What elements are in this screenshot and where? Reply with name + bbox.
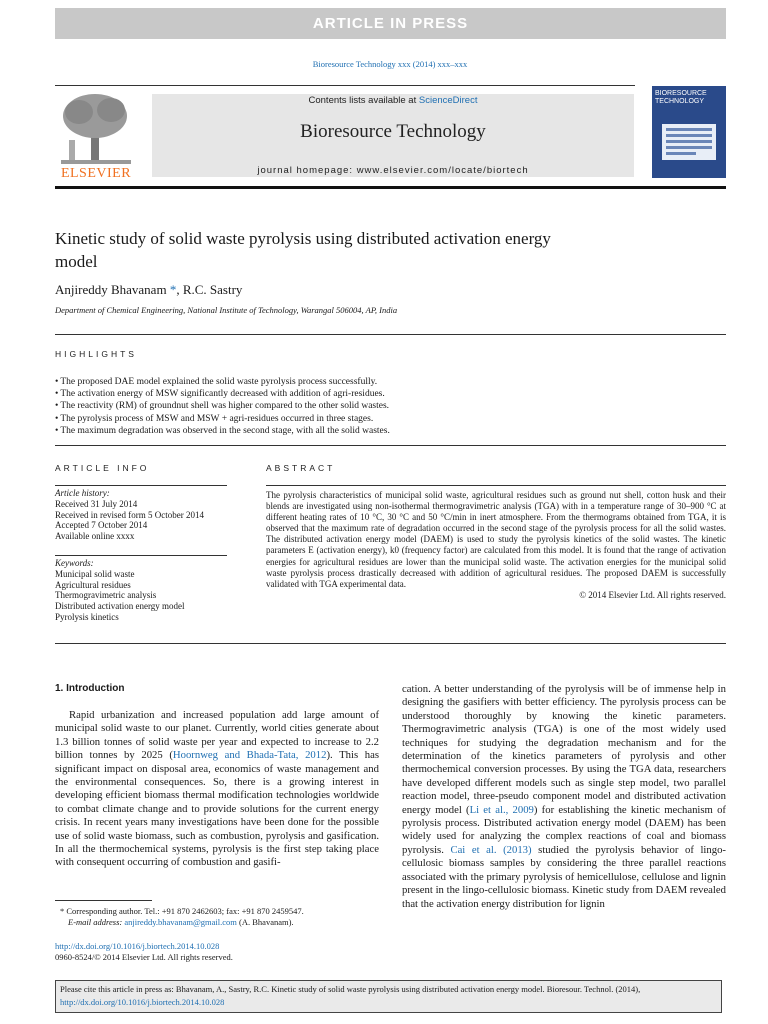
highlight-item: • The activation energy of MSW significantly decreased with addition of agri-residues.: [55, 388, 715, 400]
front-matter-bottom-rule: [55, 643, 726, 644]
highlight-item: • The maximum degradation was observed in the second stage, with all the solid wastes.: [55, 425, 715, 437]
intro-paragraph-right: [402, 683, 726, 911]
email-link[interactable]: anjireddy.bhavanam@gmail.com: [124, 917, 237, 927]
publisher-logo-text: ELSEVIER: [60, 166, 132, 181]
highlights-list: [55, 376, 715, 437]
article-info-heading: ARTICLE INFO: [55, 463, 150, 473]
history-entry: Accepted 7 October 2014: [55, 520, 148, 531]
abstract-body: [266, 490, 726, 601]
doi-block: [55, 941, 375, 963]
cover-title: [655, 90, 725, 106]
keyword: Agricultural residues: [55, 579, 131, 590]
paper-title-line-2: model: [55, 252, 98, 271]
corresponding-author-note: * Corresponding author. Tel.: +91 870 2462603; fax: +91 870 2459547.: [60, 906, 304, 916]
header-bottom-rule: [55, 186, 726, 189]
keywords-label: Keywords:: [55, 558, 94, 568]
header-top-rule: [55, 85, 635, 86]
keyword: Municipal solid waste: [55, 568, 135, 579]
intro-text: Rapid urbanization and increased population add large amount of municipal solid waste to our planet. Currently, world cities generate about 1.3 billion tonnes of solid waste per year and expected to increase to 2.2 billion tonnes by 2025 (: [55, 709, 379, 762]
intro-paragraph-left: [55, 709, 379, 870]
article-info-rule: [55, 485, 227, 486]
highlights-top-rule: [55, 334, 726, 335]
author-name: Anjireddy Bhavanam: [55, 282, 167, 297]
keyword: Pyrolysis kinetics: [55, 611, 119, 622]
corresponding-author-link[interactable]: *: [169, 282, 177, 297]
paper-title-line-1: Kinetic study of solid waste pyrolysis using distributed activation energy: [55, 229, 551, 248]
contents-line: [152, 95, 634, 106]
keyword: Distributed activation energy model: [55, 601, 185, 612]
abstract-copyright: © 2014 Elsevier Ltd. All rights reserved.: [579, 589, 726, 600]
abstract-heading: ABSTRACT: [266, 463, 336, 473]
author-name-2: , R.C. Sastry: [176, 282, 243, 297]
intro-text: cation. A better understanding of the pyrolysis will be of immense help in designing the gasifiers with better efficiency. The pyrolysis process can be understood thoroughly by knowing the kinetic parameters. Thermogravimetric analysis (TGA) is one of the most widely used techniques for studying the degradation mechanism and for the determination of the kinetics parameters of pyrolysis and other thermochemical conversion processes. By using the TGA data, researchers have developed different models such as single step model, two parallel reaction model, three-pseudo component model and distributed activation energy model (: [402, 683, 726, 816]
article-history-label: Article history:: [55, 488, 110, 498]
history-entry: Received 31 July 2014: [55, 498, 138, 509]
keywords-rule: [55, 555, 227, 556]
highlight-item: • The reactivity (RM) of groundnut shell was higher compared to the other solid wastes.: [55, 400, 715, 412]
citation-link[interactable]: Cai et al. (2013): [450, 843, 532, 856]
intro-text: ) for establishing the kinetic mechanism of pyrolysis process. Distributed activation energy model (DAEM) has been widely used for analyzing the complex reactions of coal and biomass pyrolysis.: [402, 803, 726, 856]
keywords-block: [55, 558, 255, 623]
article-in-press-banner: ARTICLE IN PRESS: [55, 8, 726, 39]
journal-reference-link[interactable]: Bioresource Technology xxx (2014) xxx–xxx: [312, 59, 468, 69]
keyword: Thermogravimetric analysis: [55, 590, 157, 601]
citation-link[interactable]: Li et al., 2009: [469, 803, 534, 816]
author-list: [55, 282, 242, 298]
footnotes: [60, 906, 380, 928]
journal-title: Bioresource Technology: [300, 121, 486, 142]
citation-link[interactable]: Hoornweg and Bhada-Tata, 2012: [172, 749, 327, 762]
intro-text: ). This has significant impact on disposal area, economics of waste management and the environmental consequences. So, there is a growing interest in developing efficient biomass thermal modification technologies worldwide to combat climate change and to provide solutions for the current energy crisis. In recent years many investigations have been done for the possible use of solid waste biomass, such as combustion, pyrolysis and gasification. In all the thermochemical systems, pyrolysis is the first step taking place with consequent occurring of combustion and gasifi-: [55, 749, 379, 869]
cover-title-line-1: BIORESOURCE: [655, 90, 707, 97]
sciencedirect-link[interactable]: ScienceDirect: [418, 95, 478, 106]
section-heading-introduction: 1. Introduction: [55, 683, 125, 694]
history-entry: Received in revised form 5 October 2014: [55, 509, 204, 520]
email-label: E-mail address:: [68, 917, 125, 927]
highlight-item: • The pyrolysis process of MSW and MSW + agri-residues occurred in three stages.: [55, 413, 715, 425]
doi-link[interactable]: http://dx.doi.org/10.1016/j.biortech.2014.10.028: [55, 941, 220, 951]
affiliation: Department of Chemical Engineering, National Institute of Technology, Warangal 506004, AP, India: [55, 305, 398, 315]
footnote-rule: [55, 900, 152, 901]
journal-homepage[interactable]: journal homepage: www.elsevier.com/locate/biortech: [257, 165, 529, 176]
article-history: [55, 488, 255, 542]
email-line: [60, 917, 380, 928]
citation-text: Please cite this article in press as: Bhavanam, A., Sastry, R.C. Kinetic study of solid waste pyrolysis using distributed activation energy model. Bioresour. Technol. (2014),: [60, 984, 641, 994]
cover-title-line-2: TECHNOLOGY: [655, 98, 705, 105]
contents-prefix: Contents lists available at: [308, 95, 419, 106]
citation-doi-link[interactable]: http://dx.doi.org/10.1016/j.biortech.2014.10.028: [60, 997, 225, 1007]
highlights-heading: HIGHLIGHTS: [55, 349, 137, 359]
history-entry: Available online xxxx: [55, 531, 135, 542]
abstract-text: The pyrolysis characteristics of municipal solid waste, agricultural residues such as ground nut shell, cotton husk and their blends are investigated using non-isothermal thermogravimetric analysis (TGA) with in a temperature range of 30–900 °C at different heating rates of 10 °C, 30 °C and 50 °C/min in inert atmosphere. From the thermograms obtained from TGA, it is observed that the maximum rate of degradation occurred in the second stage of the pyrolysis process for all the solid wastes. The distributed activation energy model (DAEM) is used to study the pyrolysis kinetics of the solid wastes. The kinetic parameters E (activation energy), k0 (frequency factor) are calculated from this model. It is found that the range of activation energies for agricultural residues are lower than the municipal solid waste. The activation energies for the municipal solid waste pyrolysis process drastically decreased with addition of agricultural residues. The proposed DAEM is successfully validated with TGA experimental data.: [266, 490, 726, 589]
email-name: (A. Bhavanam).: [236, 917, 294, 927]
issn-line: 0960-8524/© 2014 Elsevier Ltd. All rights reserved.: [55, 952, 233, 962]
highlights-bottom-rule: [55, 445, 726, 446]
abstract-rule: [266, 485, 726, 486]
highlight-item: • The proposed DAE model explained the solid waste pyrolysis process successfully.: [55, 376, 715, 388]
citation-notice-box: [55, 980, 722, 1013]
paper-title: [55, 227, 675, 273]
intro-text: studied the pyrolysis behavior of lingo-cellulosic biomass samples by considering the three parallel reactions associated with the primary pyrolysis of hemicellulose, cellulose and lignin present in the lingo-cellulosic biomass. Kinetic study from DAEM revealed that the activation energy distribution for lignin: [402, 843, 726, 910]
